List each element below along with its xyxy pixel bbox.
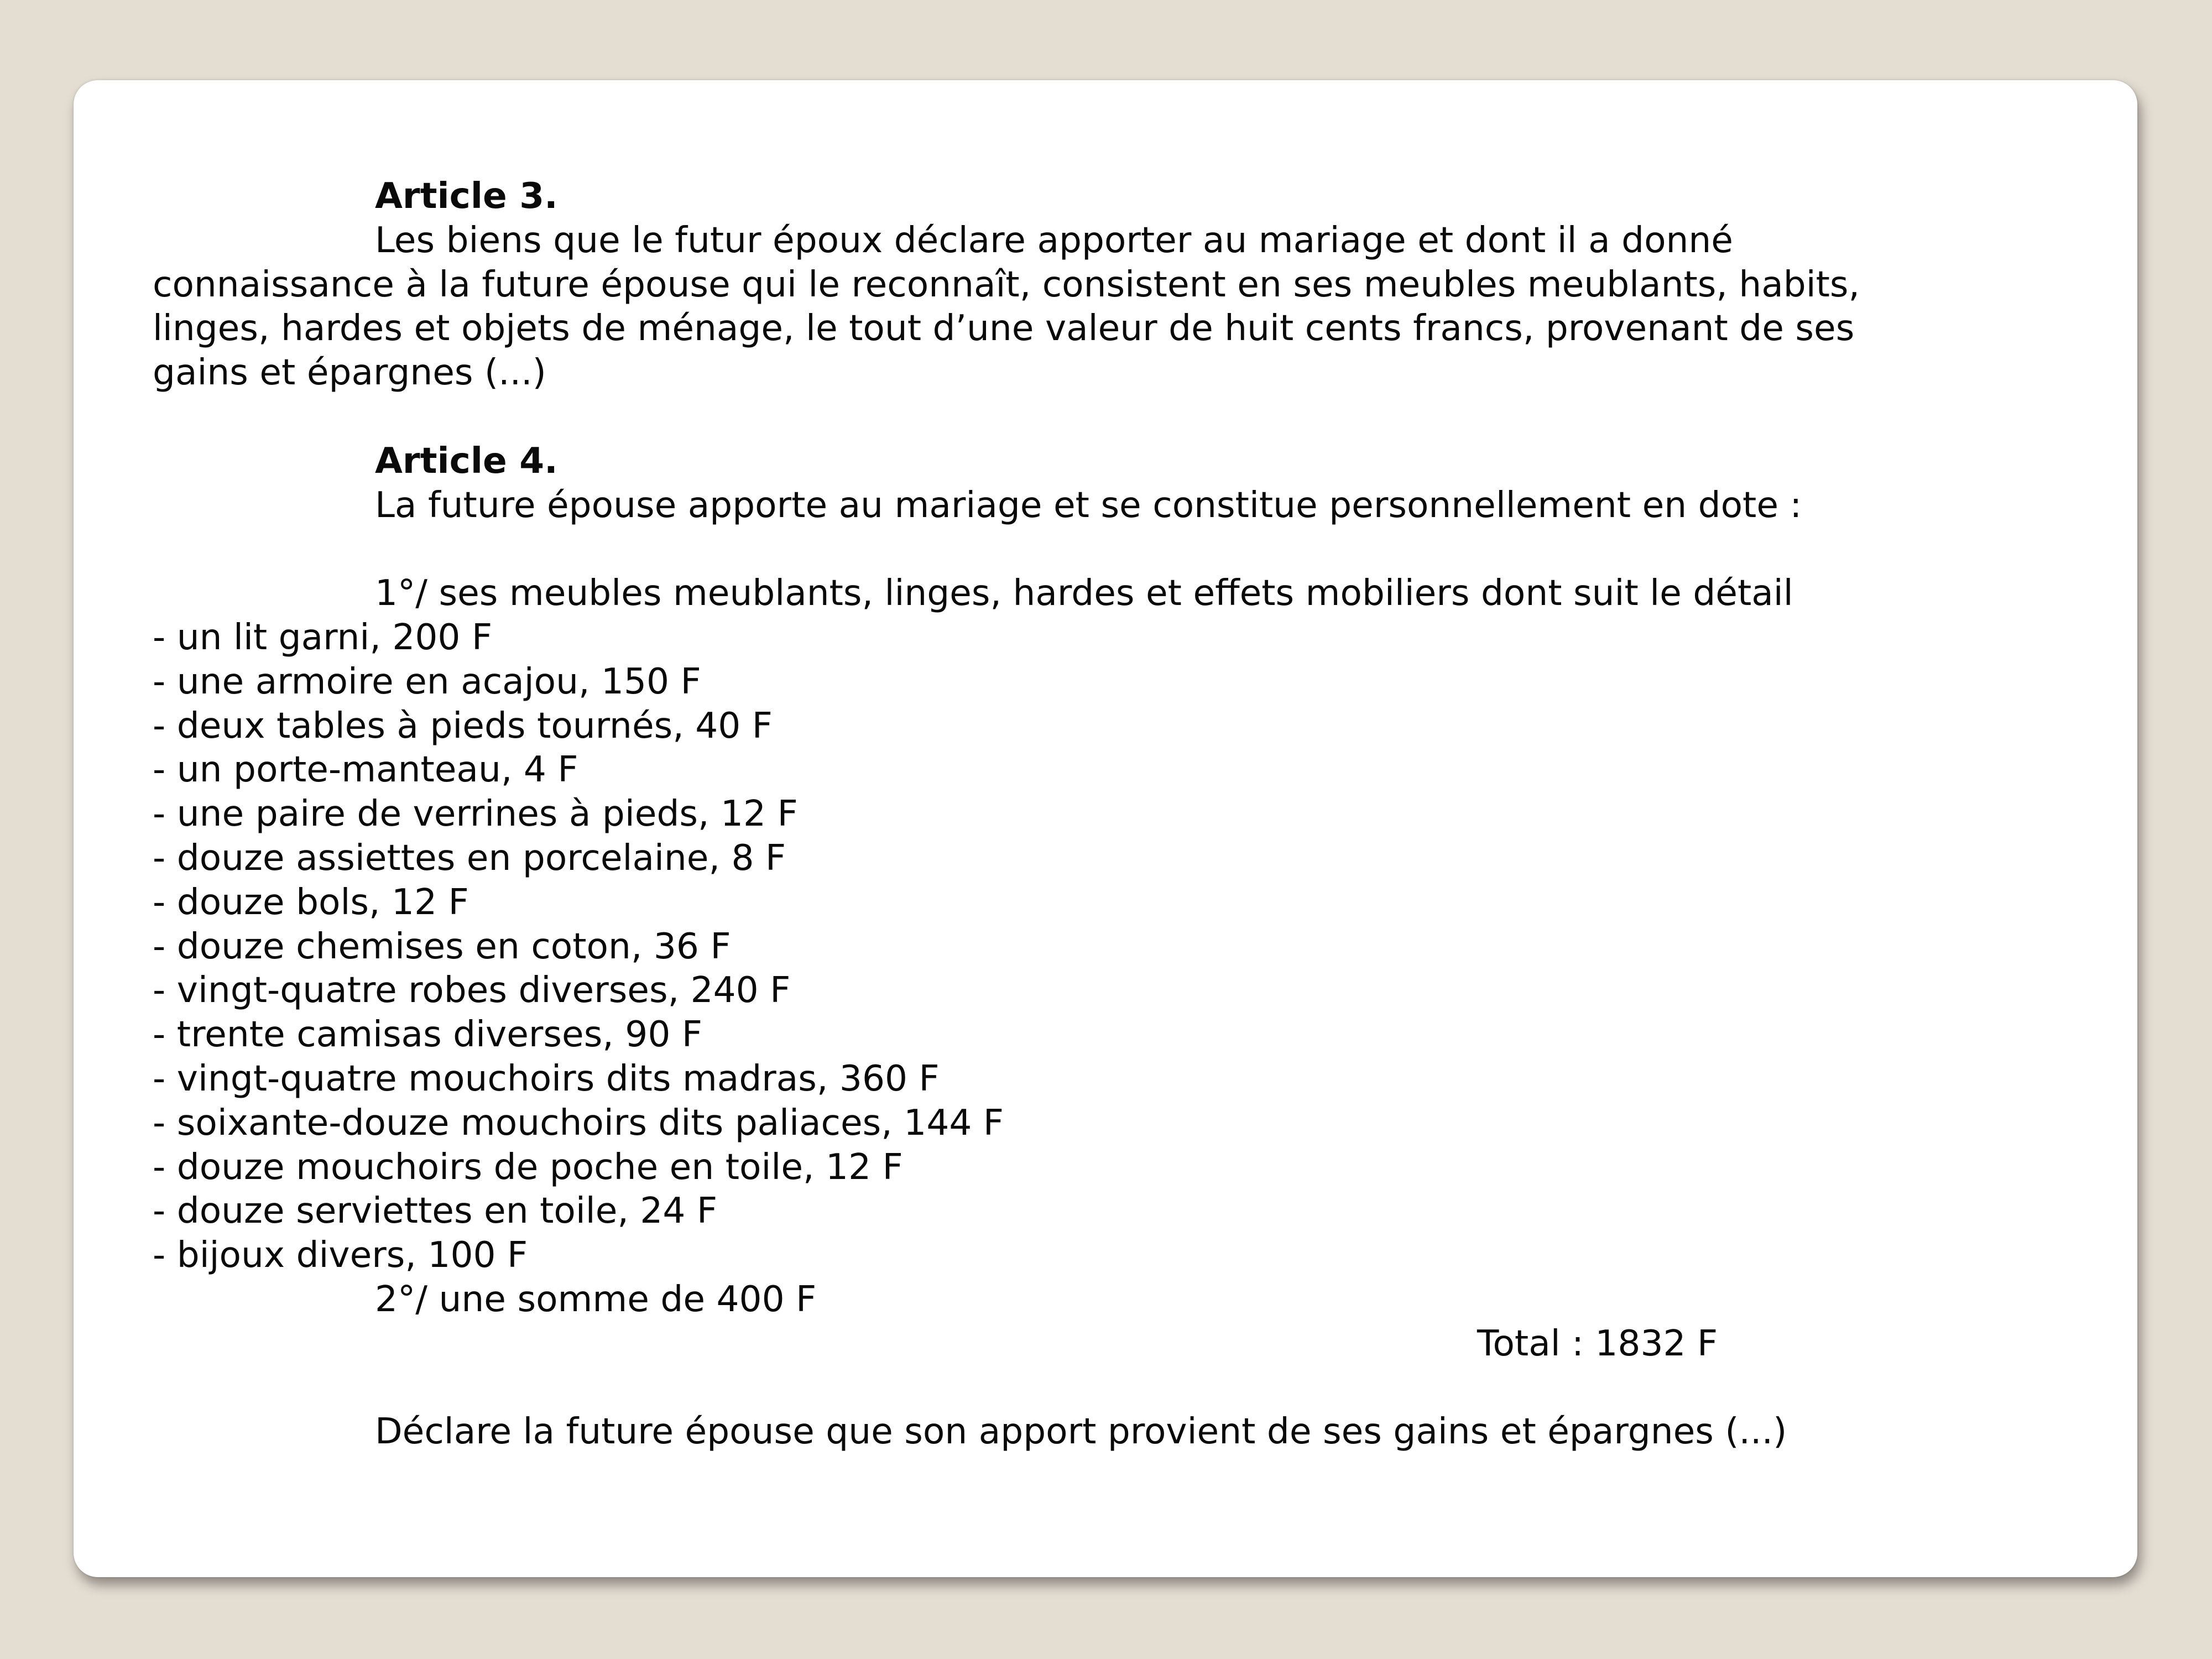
list-item: - soixante-douze mouchoirs dits paliaces, 144 F — [153, 1102, 1004, 1144]
list-item: - douze mouchoirs de poche en toile, 12 F — [153, 1146, 903, 1188]
closing-statement: Déclare la future épouse que son apport provient de ses gains et épargnes (...) — [375, 1411, 1787, 1453]
spacer — [153, 395, 1978, 439]
furnishings-list — [153, 615, 1978, 1277]
slide-card — [74, 80, 2137, 1577]
article-4-heading: Article 4. — [375, 440, 558, 482]
list-item: - douze bols, 12 F — [153, 881, 469, 923]
spacer — [153, 1366, 1978, 1410]
total-line: Total : 1832 F — [1477, 1322, 1718, 1364]
article-3-line-1: Les biens que le futur époux déclare apporter au mariage et dont il a donné — [375, 219, 1733, 261]
list-item: - deux tables à pieds tournés, 40 F — [153, 705, 773, 747]
list-item: - un porte-manteau, 4 F — [153, 749, 578, 791]
article-3-line-2: connaissance à la future épouse qui le reconnaît, consistent en ses meubles meublants, habits, — [153, 263, 1860, 305]
article-4-intro: La future épouse apporte au mariage et se constitue personnellement en dote : — [375, 484, 1802, 526]
list-item: - un lit garni, 200 F — [153, 616, 493, 658]
list-item: - douze chemises en coton, 36 F — [153, 925, 731, 967]
list-item: - douze serviettes en toile, 24 F — [153, 1190, 718, 1232]
article-4-item1-intro: 1°/ ses meubles meublants, linges, hardes et effets mobiliers dont suit le détail — [375, 572, 1793, 614]
list-item: - une armoire en acajou, 150 F — [153, 660, 701, 702]
spacer — [153, 527, 1978, 571]
list-item: - vingt-quatre mouchoirs dits madras, 360 F — [153, 1057, 940, 1099]
list-item: - trente camisas diverses, 90 F — [153, 1014, 702, 1056]
article-3-line-4: gains et épargnes (...) — [153, 352, 546, 394]
article-4-item2: 2°/ une somme de 400 F — [375, 1278, 817, 1320]
article-3-line-3: linges, hardes et objets de ménage, le tout d’une valeur de huit cents francs, provenant de ses — [153, 307, 1855, 349]
list-item: - bijoux divers, 100 F — [153, 1234, 528, 1276]
list-item: - vingt-quatre robes diverses, 240 F — [153, 969, 791, 1011]
list-item: - douze assiettes en porcelaine, 8 F — [153, 837, 786, 879]
document-text — [153, 174, 1978, 1454]
list-item: - une paire de verrines à pieds, 12 F — [153, 793, 798, 835]
article-3-heading: Article 3. — [375, 175, 558, 217]
